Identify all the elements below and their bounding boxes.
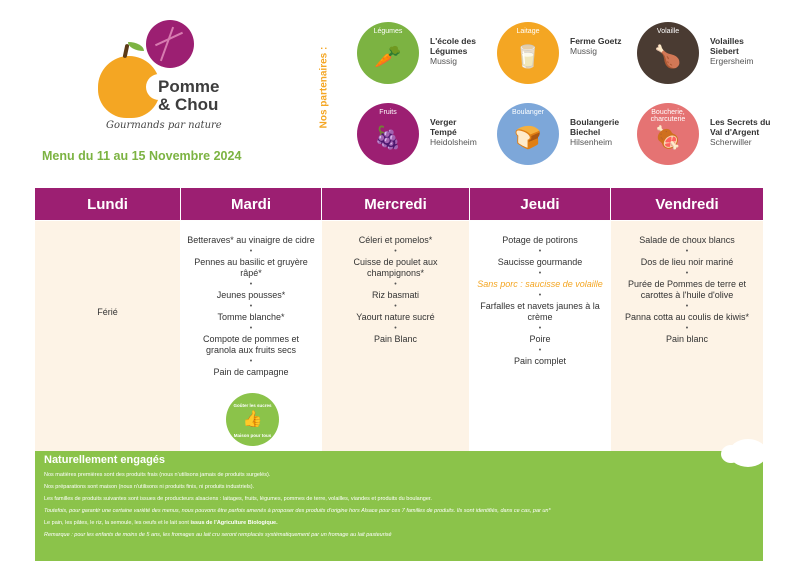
footer-organic-line: Le pain, les pâtes, le riz, la semoule, les oeufs et le lait sont issus de l'Agriculture Biologique. bbox=[44, 520, 278, 526]
roast-chicken-icon: Volaille 🍗 bbox=[637, 22, 699, 84]
menu-column-vendredi bbox=[611, 221, 763, 451]
dish: Pain blanc bbox=[665, 334, 709, 344]
footer-title: Naturellement engagés bbox=[44, 454, 166, 466]
dish: Yaourt nature sucré bbox=[356, 312, 435, 322]
partner-card bbox=[357, 103, 507, 167]
partner-town: Scherwiller bbox=[710, 137, 752, 147]
partner-name: L'école des Légumes Mussig bbox=[430, 36, 476, 66]
dish-separator: • bbox=[249, 358, 253, 365]
commitments-footer bbox=[35, 451, 763, 561]
dish-separator: • bbox=[249, 303, 253, 310]
day-header-vendredi: Vendredi bbox=[655, 195, 719, 213]
dish: Tomme blanche* bbox=[217, 312, 285, 322]
brand-tagline: Gourmands par nature bbox=[106, 120, 222, 131]
dish: Compote de pommes et granola aux fruits secs bbox=[202, 334, 300, 355]
thumbs-up-icon: 👍 bbox=[242, 411, 263, 428]
partner-card bbox=[637, 22, 787, 86]
footer-line: Nos matières premières sont des produits frais (nous n'utilisons jamais de produits surgelés). bbox=[44, 472, 271, 478]
dish: Potage de potirons bbox=[502, 235, 578, 245]
menu-column-mercredi bbox=[322, 221, 470, 451]
day-header-mercredi: Mercredi bbox=[322, 188, 470, 220]
partner-category: Laitage bbox=[516, 28, 540, 35]
partner-card bbox=[497, 103, 647, 167]
dish-separator: • bbox=[394, 281, 397, 288]
dish: Pain complet bbox=[513, 356, 567, 366]
partner-card bbox=[497, 22, 647, 86]
partner-name: Verger Tempé Heidolsheim bbox=[430, 117, 477, 147]
footer-line: Toutefois, pour garantir une certaine variété des menus, nous pouvons être parfois amenés à proposer des produits d'origine hors Alsace pour ces 7 familles de produits. Ils sont identifiés, dans ce cas, par un* bbox=[44, 508, 551, 514]
apple-icon bbox=[98, 56, 160, 118]
day-header-row bbox=[35, 188, 763, 220]
dish-separator: • bbox=[249, 248, 253, 255]
footer-line: Nos préparations sont maison (nous n'utilisons ni produits finis, ni produits industriels). bbox=[44, 484, 255, 490]
ham-icon: Boucherie, charcuterie 🍖 bbox=[637, 103, 699, 165]
partner-card bbox=[357, 22, 507, 86]
dish: Céleri et pomelos* bbox=[358, 235, 433, 245]
partners-label: Nos partenaires : bbox=[318, 46, 330, 129]
dish-separator: • bbox=[249, 281, 253, 288]
partner-category: Légumes bbox=[373, 28, 403, 35]
carrot-icon: Légumes 🥕 bbox=[357, 22, 419, 84]
dish-separator: • bbox=[394, 248, 397, 255]
dish: Pain Blanc bbox=[373, 334, 418, 344]
brand-name: Pomme & Chou bbox=[158, 77, 220, 114]
dish-pork-free-alternative: Sans porc : saucisse de volaille bbox=[477, 279, 603, 289]
menu-column-lundi bbox=[35, 221, 181, 451]
pomme-chou-logo bbox=[98, 20, 248, 138]
dish-separator: • bbox=[538, 292, 542, 299]
day-header-jeudi: Jeudi bbox=[470, 188, 611, 220]
dish-separator: • bbox=[394, 325, 397, 332]
dish-separator: • bbox=[685, 270, 689, 277]
dish-separator: • bbox=[538, 325, 542, 332]
partner-category: Volaille bbox=[656, 28, 680, 35]
partner-name: Les Secrets du Val d'Argent Scherwiller bbox=[710, 117, 771, 147]
partner-name: Ferme Goetz Mussig bbox=[570, 36, 622, 56]
dish: Férié bbox=[97, 307, 118, 317]
dish: Saucisse gourmande bbox=[497, 257, 583, 267]
grapes-icon: Fruits 🍇 bbox=[357, 103, 419, 165]
dish-separator: • bbox=[394, 303, 397, 310]
bread-icon: Boulanger 🍞 bbox=[497, 103, 559, 165]
dish-separator: • bbox=[538, 270, 542, 277]
dish: Pennes au basilic et gruyère râpé* bbox=[194, 257, 308, 278]
dish-separator: • bbox=[538, 248, 542, 255]
dish: Purée de Pommes de terre et carottes à l'huile d'olive bbox=[627, 279, 747, 300]
dish-separator: • bbox=[685, 325, 689, 332]
partner-name: Volailles Siebert Ergersheim bbox=[710, 36, 754, 66]
dish: Cuisse de poulet aux champignons* bbox=[353, 257, 438, 278]
day-header-lundi: Lundi bbox=[35, 188, 181, 220]
partner-town: Hilsenheim bbox=[570, 137, 613, 147]
dish-separator: • bbox=[685, 303, 689, 310]
dish: Betteraves* au vinaigre de cidre bbox=[187, 235, 315, 245]
cabbage-icon bbox=[146, 20, 194, 68]
partner-category: Fruits bbox=[379, 109, 397, 116]
dish: Poire bbox=[529, 334, 551, 344]
partner-name: Boulangerie Biechel Hilsenheim bbox=[570, 117, 620, 147]
partner-category: Boulanger bbox=[512, 109, 544, 116]
dish: Pain de campagne bbox=[213, 367, 289, 377]
partner-category: Boucherie, charcuterie bbox=[650, 109, 686, 123]
dish: Salade de choux blancs bbox=[639, 235, 735, 245]
partner-town: Mussig bbox=[570, 46, 597, 56]
footer-remark: Remarque : pour les enfants de moins de 5 ans, les fromages au lait cru seront remplacés systématiquement par un fromage au lait pasteurisé bbox=[44, 532, 392, 538]
footer-line: Les familles de produits suivantes sont issues de producteurs alsaciens : laitages, fruits, légumes, pommes de terre, volailles, viandes et produits du boulanger. bbox=[44, 496, 432, 502]
partner-card bbox=[637, 103, 787, 167]
menu-dates-title: Menu du 11 au 15 Novembre 2024 bbox=[42, 149, 242, 163]
dish-separator: • bbox=[538, 347, 542, 354]
cloud-decoration bbox=[721, 445, 741, 463]
dish: Panna cotta au coulis de kiwis* bbox=[624, 312, 750, 322]
dish: Riz basmati bbox=[371, 290, 419, 300]
menu-columns bbox=[35, 221, 763, 451]
dish-separator: • bbox=[249, 325, 253, 332]
partner-town: Heidolsheim bbox=[430, 137, 477, 147]
dish: Jeunes pousses* bbox=[216, 290, 286, 300]
partner-town: Ergersheim bbox=[710, 56, 754, 66]
dish: Farfalles et navets jaunes à la crème bbox=[480, 301, 600, 322]
dish-separator: • bbox=[685, 248, 689, 255]
partner-town: Mussig bbox=[430, 56, 457, 66]
dish: Dos de lieu noir mariné bbox=[640, 257, 734, 267]
day-header-mardi: Mardi bbox=[181, 188, 322, 220]
menu-column-jeudi bbox=[470, 221, 611, 451]
homemade-badge: Goûter les sucres 👍 Maison pour tous bbox=[226, 393, 279, 446]
milk-carton-icon: Laitage 🥛 bbox=[497, 22, 559, 84]
